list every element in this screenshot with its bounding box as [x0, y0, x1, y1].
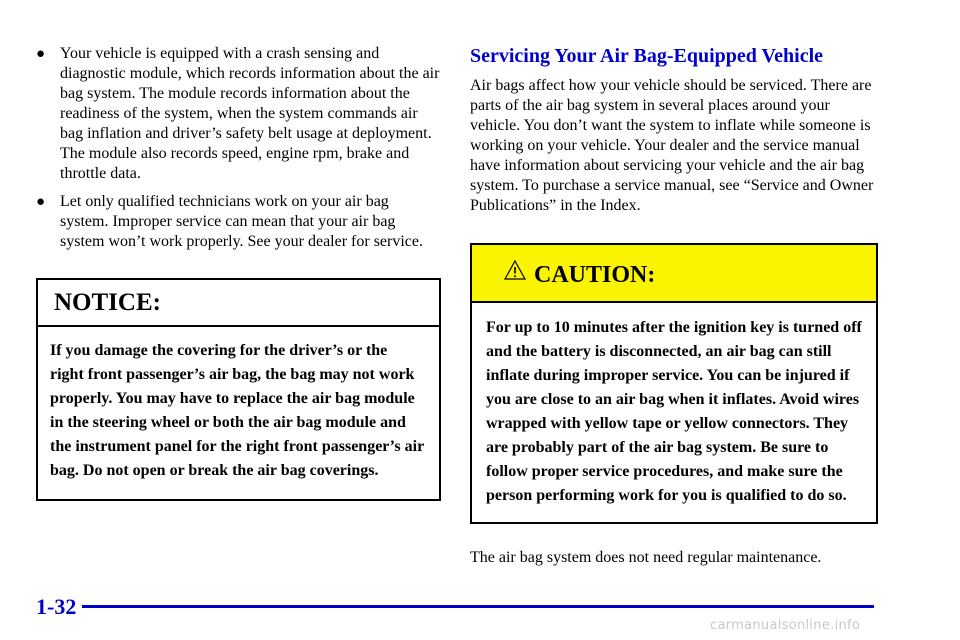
- bullet-list: [36, 44, 441, 252]
- footer-divider: [82, 605, 874, 608]
- notice-box: [36, 278, 441, 501]
- section-heading: Servicing Your Air Bag-Equipped Vehicle: [470, 45, 824, 67]
- watermark: carmanualsonline.info: [710, 618, 861, 633]
- warning-triangle-icon: [504, 259, 526, 281]
- caution-box: [470, 243, 878, 524]
- maintenance-note: The air bag system does not need regular maintenance.: [470, 549, 822, 566]
- right-column: [470, 44, 878, 568]
- bullet-icon: ●: [36, 46, 46, 62]
- page-number: 1-32: [36, 594, 77, 619]
- notice-body: If you damage the covering for the driver’s or the right front passenger’s air bag, the bag may not work properly. You may have to replace the air bag module in the steering wheel or both the air bag module and the instrument panel for the right front passenger’s air bag. Do not open or break the air bag coverings.: [50, 342, 424, 479]
- caution-body: For up to 10 minutes after the ignition key is turned off and the battery is disconnected, an air bag can still inflate during improper service. You can be injured if you are close to an air bag when it inflates. Avoid wires wrapped with yellow tape or yellow connectors. They are probably part of the air bag system. Be sure to follow proper service procedures, and make sure the person performing work for you is qualified to do so.: [486, 319, 862, 504]
- service-paragraph: Air bags affect how your vehicle should be serviced. There are parts of the air bag system in several places around your vehicle. You don’t want the system to inflate while someone is working on your vehicle. Your dealer and the service manual have information about servicing your vehicle and the air bag system. To purchase a service manual, see “Service and Owner Publications” in the Index.: [470, 77, 874, 214]
- bullet-text: Your vehicle is equipped with a crash sensing and diagnostic module, which records information about the air bag system. The module records information about the readiness of the system, when the system commands air bag inflation and driver’s safety belt usage at deployment. The module also records speed, engine rpm, brake and throttle data.: [60, 45, 440, 182]
- caution-title: CAUTION:: [534, 262, 656, 288]
- list-item: [36, 44, 441, 184]
- notice-title: NOTICE:: [38, 280, 439, 327]
- list-item: [36, 192, 441, 252]
- caution-header: [472, 245, 876, 303]
- bullet-icon: ●: [36, 194, 46, 210]
- bullet-text: Let only qualified technicians work on your air bag system. Improper service can mean that your air bag system won’t work properly. See your dealer for service.: [60, 193, 423, 250]
- left-column: [36, 44, 441, 501]
